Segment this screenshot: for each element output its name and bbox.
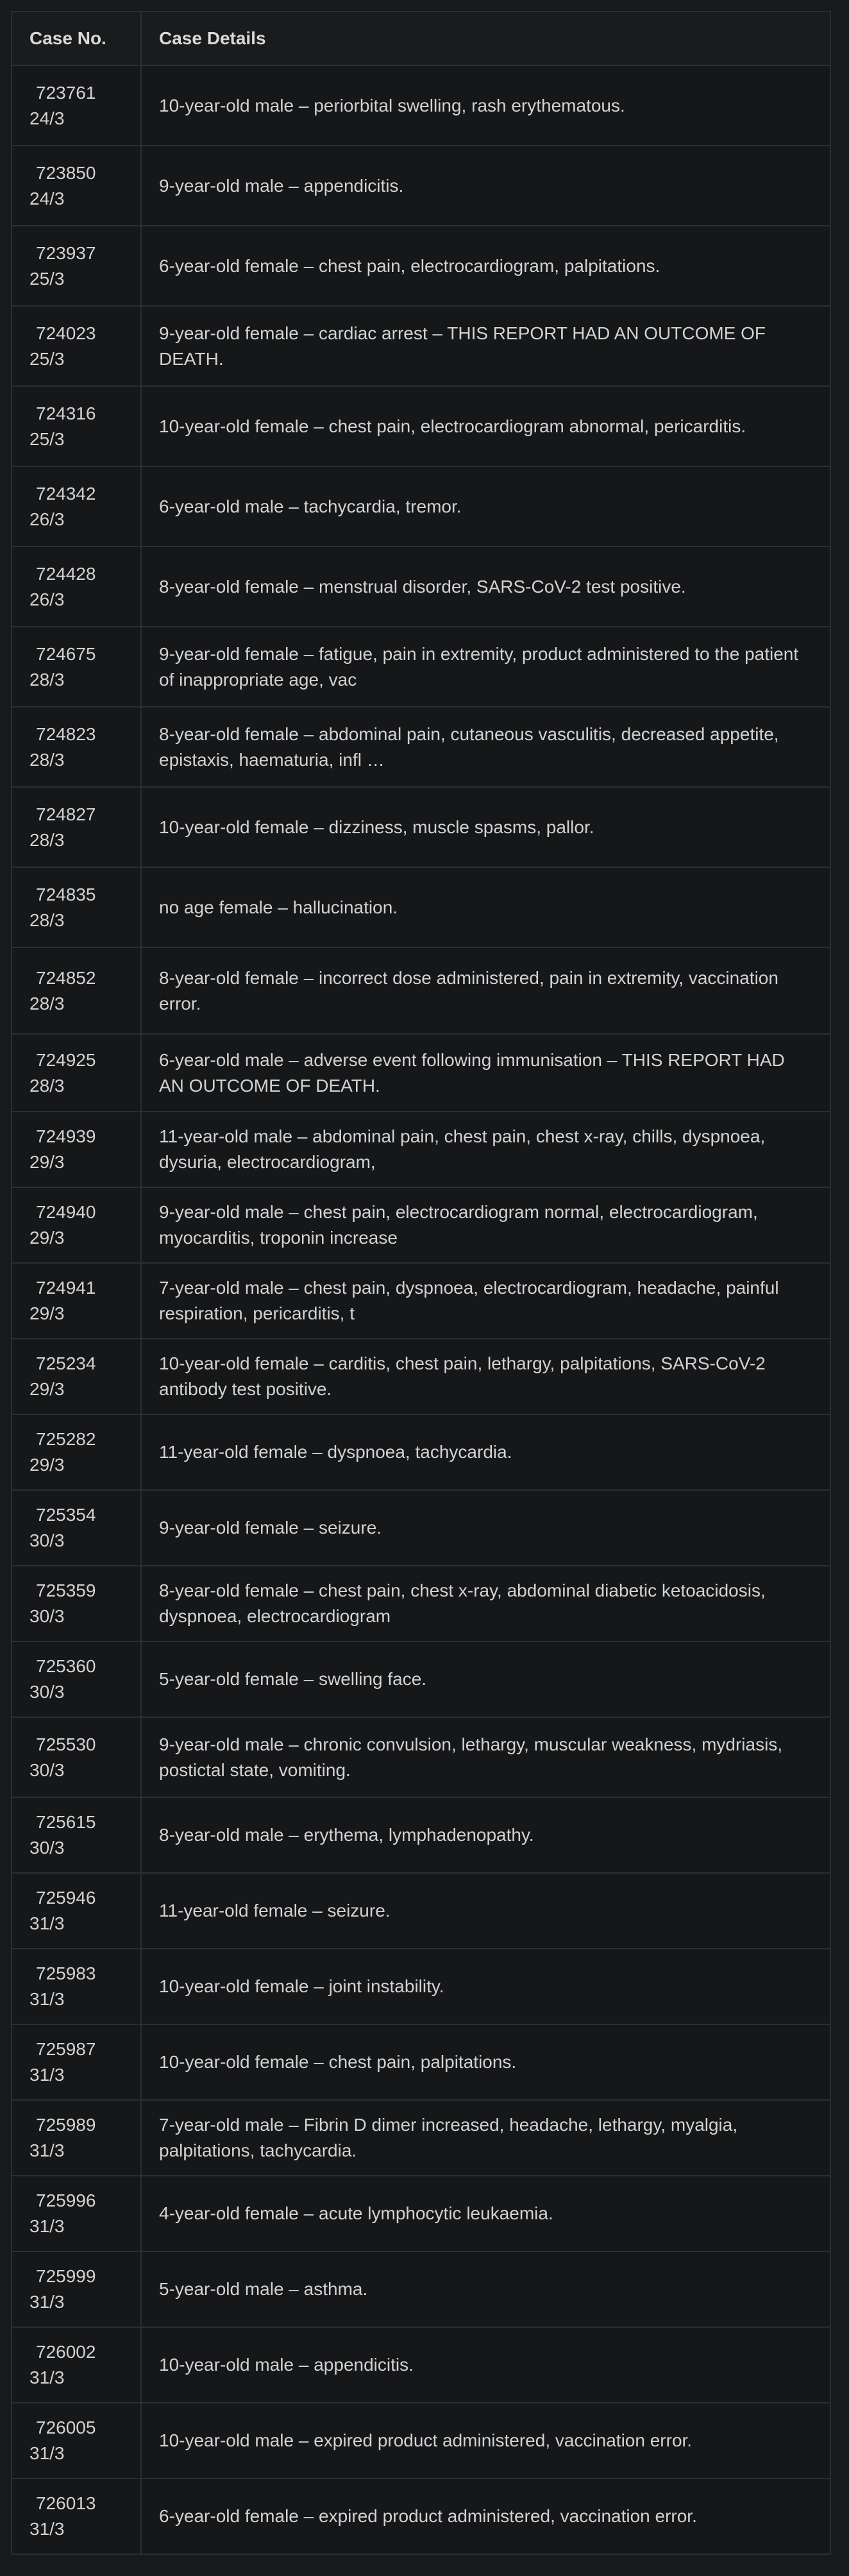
case-date: 28/3 <box>29 669 65 690</box>
case-date: 31/3 <box>29 2292 65 2312</box>
case-number-cell <box>12 2327 141 2403</box>
case-id: 725996 <box>36 2190 96 2210</box>
case-id: 725999 <box>36 2266 96 2286</box>
case-id: 725987 <box>36 2039 96 2059</box>
case-details-cell: 10-year-old male – appendicitis. <box>141 2327 830 2403</box>
case-date: 28/3 <box>29 993 65 1013</box>
case-date: 25/3 <box>29 428 65 449</box>
case-number-cell <box>12 707 141 787</box>
case-id: 725360 <box>36 1656 96 1676</box>
case-id: 725946 <box>36 1888 96 1908</box>
case-id: 725983 <box>36 1963 96 1983</box>
case-id: 724342 <box>36 483 96 504</box>
case-number-cell <box>12 1034 141 1112</box>
case-details-cell: 6-year-old female – expired product administered, vaccination error. <box>141 2479 830 2554</box>
case-number-cell <box>12 1187 141 1263</box>
case-number-cell <box>12 1873 141 1949</box>
table-row <box>12 947 830 1034</box>
table-row <box>12 1566 830 1641</box>
case-id: 724675 <box>36 643 96 664</box>
table-row <box>12 2327 830 2403</box>
case-number-cell <box>12 2176 141 2251</box>
table-row <box>12 1873 830 1949</box>
case-number-cell <box>12 1717 141 1797</box>
table-row <box>12 787 830 867</box>
case-details-cell: 9-year-old female – fatigue, pain in extremity, product administered to the patient of inappropriate age, vac <box>141 627 830 707</box>
case-number-cell <box>12 1263 141 1339</box>
case-date: 30/3 <box>29 1606 65 1626</box>
case-date: 29/3 <box>29 1455 65 1475</box>
case-id: 723850 <box>36 162 96 183</box>
case-date: 31/3 <box>29 2368 65 2387</box>
case-date: 28/3 <box>29 1075 65 1096</box>
case-details-cell: 9-year-old male – chronic convulsion, lethargy, muscular weakness, mydriasis, postictal state, vomiting. <box>141 1717 830 1797</box>
case-id: 725282 <box>36 1429 96 1449</box>
case-date: 31/3 <box>29 1913 65 1933</box>
case-number-cell <box>12 1414 141 1490</box>
header-case-no: Case No. <box>12 12 141 65</box>
case-table-container <box>11 11 830 2555</box>
case-details-cell: 10-year-old female – carditis, chest pain, lethargy, palpitations, SARS-CoV-2 antibody test positive. <box>141 1339 830 1414</box>
table-row <box>12 1187 830 1263</box>
table-row <box>12 65 830 146</box>
case-id: 724827 <box>36 804 96 824</box>
case-id: 723937 <box>36 242 96 263</box>
case-details-cell: 9-year-old female – cardiac arrest – THIS REPORT HAD AN OUTCOME OF DEATH. <box>141 306 830 386</box>
case-date: 28/3 <box>29 749 65 770</box>
table-row <box>12 2024 830 2100</box>
case-number-cell <box>12 2100 141 2176</box>
case-id: 724428 <box>36 563 96 584</box>
case-number-cell <box>12 627 141 707</box>
case-id: 724941 <box>36 1278 96 1298</box>
case-number-cell <box>12 1566 141 1641</box>
case-number-cell <box>12 1641 141 1717</box>
table-row <box>12 1490 830 1566</box>
table-row <box>12 466 830 547</box>
case-details-cell: 10-year-old female – dizziness, muscle spasms, pallor. <box>141 787 830 867</box>
table-row <box>12 867 830 947</box>
case-number-cell <box>12 2251 141 2327</box>
case-date: 24/3 <box>29 108 65 128</box>
case-number-cell <box>12 787 141 867</box>
case-number-cell <box>12 1112 141 1187</box>
case-id: 725615 <box>36 1812 96 1832</box>
case-id: 723761 <box>36 82 96 103</box>
case-id: 725989 <box>36 2115 96 2135</box>
table-row <box>12 1263 830 1339</box>
table-row <box>12 2479 830 2554</box>
case-details-cell: 9-year-old male – chest pain, electrocardiogram normal, electrocardiogram, myocarditis, troponin increase <box>141 1187 830 1263</box>
case-date: 25/3 <box>29 268 65 289</box>
case-details-cell: 10-year-old male – periorbital swelling, rash erythematous. <box>141 65 830 146</box>
case-date: 26/3 <box>29 509 65 529</box>
case-date: 31/3 <box>29 2065 65 2085</box>
case-date: 28/3 <box>29 829 65 850</box>
case-details-cell: 8-year-old male – erythema, lymphadenopathy. <box>141 1797 830 1873</box>
case-id: 725354 <box>36 1505 96 1525</box>
case-number-cell <box>12 1949 141 2024</box>
case-id: 725530 <box>36 1734 96 1754</box>
case-number-cell <box>12 2403 141 2479</box>
case-id: 724316 <box>36 403 96 423</box>
case-date: 30/3 <box>29 1682 65 1702</box>
case-number-cell <box>12 65 141 146</box>
case-date: 31/3 <box>29 2443 65 2463</box>
case-details-cell: 8-year-old female – incorrect dose administered, pain in extremity, vaccination error. <box>141 947 830 1034</box>
table-row <box>12 306 830 386</box>
case-details-cell: 10-year-old male – expired product administered, vaccination error. <box>141 2403 830 2479</box>
case-id: 724835 <box>36 884 96 904</box>
case-number-cell <box>12 947 141 1034</box>
case-number-cell <box>12 1339 141 1414</box>
case-details-cell: 6-year-old male – tachycardia, tremor. <box>141 466 830 547</box>
case-id: 725234 <box>36 1353 96 1373</box>
case-number-cell <box>12 2024 141 2100</box>
case-details-cell: 7-year-old male – chest pain, dyspnoea, electrocardiogram, headache, painful respiration, pericarditis, t <box>141 1263 830 1339</box>
case-details-cell: 8-year-old female – chest pain, chest x-ray, abdominal diabetic ketoacidosis, dyspnoea, electrocardiogram <box>141 1566 830 1641</box>
table-row <box>12 1414 830 1490</box>
case-details-cell: 11-year-old female – seizure. <box>141 1873 830 1949</box>
case-id: 724852 <box>36 967 96 988</box>
case-id: 726013 <box>36 2493 96 2513</box>
case-date: 30/3 <box>29 1530 65 1550</box>
case-table <box>11 11 831 2555</box>
table-row <box>12 1034 830 1112</box>
table-row <box>12 547 830 627</box>
case-number-cell <box>12 1797 141 1873</box>
table-row <box>12 1717 830 1797</box>
header-case-details: Case Details <box>141 12 830 65</box>
case-number-cell <box>12 867 141 947</box>
case-table-body <box>12 65 830 2554</box>
case-details-cell: 10-year-old female – chest pain, electrocardiogram abnormal, pericarditis. <box>141 386 830 466</box>
case-date: 26/3 <box>29 589 65 609</box>
case-id: 724925 <box>36 1049 96 1070</box>
case-details-cell: 10-year-old female – joint instability. <box>141 1949 830 2024</box>
table-header-row <box>12 12 830 65</box>
table-row <box>12 1797 830 1873</box>
case-details-cell: 5-year-old female – swelling face. <box>141 1641 830 1717</box>
case-date: 29/3 <box>29 1379 65 1399</box>
table-row <box>12 1112 830 1187</box>
case-details-cell: 9-year-old male – appendicitis. <box>141 146 830 226</box>
case-date: 30/3 <box>29 1759 65 1780</box>
case-details-cell: 11-year-old female – dyspnoea, tachycardia. <box>141 1414 830 1490</box>
case-details-cell: 9-year-old female – seizure. <box>141 1490 830 1566</box>
case-details-cell: 11-year-old male – abdominal pain, chest pain, chest x-ray, chills, dyspnoea, dysuria, electrocardiogram, <box>141 1112 830 1187</box>
table-row <box>12 627 830 707</box>
table-row <box>12 1949 830 2024</box>
case-number-cell <box>12 306 141 386</box>
case-id: 724940 <box>36 1202 96 1222</box>
case-id: 724823 <box>36 724 96 744</box>
case-details-cell: 10-year-old female – chest pain, palpitations. <box>141 2024 830 2100</box>
case-number-cell <box>12 2479 141 2554</box>
case-date: 31/3 <box>29 2216 65 2236</box>
case-id: 724023 <box>36 323 96 343</box>
case-date: 31/3 <box>29 2140 65 2160</box>
case-details-cell: no age female – hallucination. <box>141 867 830 947</box>
case-details-cell: 5-year-old male – asthma. <box>141 2251 830 2327</box>
case-id: 726002 <box>36 2342 96 2362</box>
case-date: 29/3 <box>29 1152 65 1172</box>
table-row <box>12 1641 830 1717</box>
case-date: 29/3 <box>29 1228 65 1248</box>
case-date: 25/3 <box>29 348 65 369</box>
table-row <box>12 2100 830 2176</box>
case-number-cell <box>12 1490 141 1566</box>
table-row <box>12 386 830 466</box>
table-row <box>12 707 830 787</box>
case-number-cell <box>12 146 141 226</box>
case-number-cell <box>12 547 141 627</box>
table-row <box>12 2403 830 2479</box>
case-date: 31/3 <box>29 1989 65 2009</box>
case-number-cell <box>12 386 141 466</box>
case-number-cell <box>12 226 141 306</box>
case-date: 29/3 <box>29 1303 65 1323</box>
table-row <box>12 146 830 226</box>
case-details-cell: 6-year-old female – chest pain, electrocardiogram, palpitations. <box>141 226 830 306</box>
table-row <box>12 1339 830 1414</box>
case-number-cell <box>12 466 141 547</box>
case-details-cell: 8-year-old female – menstrual disorder, SARS-CoV-2 test positive. <box>141 547 830 627</box>
case-id: 724939 <box>36 1126 96 1146</box>
table-row <box>12 2176 830 2251</box>
case-date: 30/3 <box>29 1838 65 1858</box>
table-row <box>12 226 830 306</box>
case-details-cell: 8-year-old female – abdominal pain, cutaneous vasculitis, decreased appetite, epistaxis, haematuria, infl … <box>141 707 830 787</box>
case-details-cell: 4-year-old female – acute lymphocytic leukaemia. <box>141 2176 830 2251</box>
case-id: 726005 <box>36 2418 96 2437</box>
table-row <box>12 2251 830 2327</box>
case-id: 725359 <box>36 1580 96 1600</box>
case-details-cell: 6-year-old male – adverse event following immunisation – THIS REPORT HAD AN OUTCOME OF DEATH. <box>141 1034 830 1112</box>
case-date: 31/3 <box>29 2519 65 2539</box>
case-date: 24/3 <box>29 188 65 208</box>
case-date: 28/3 <box>29 910 65 930</box>
case-details-cell: 7-year-old male – Fibrin D dimer increased, headache, lethargy, myalgia, palpitations, tachycardia. <box>141 2100 830 2176</box>
